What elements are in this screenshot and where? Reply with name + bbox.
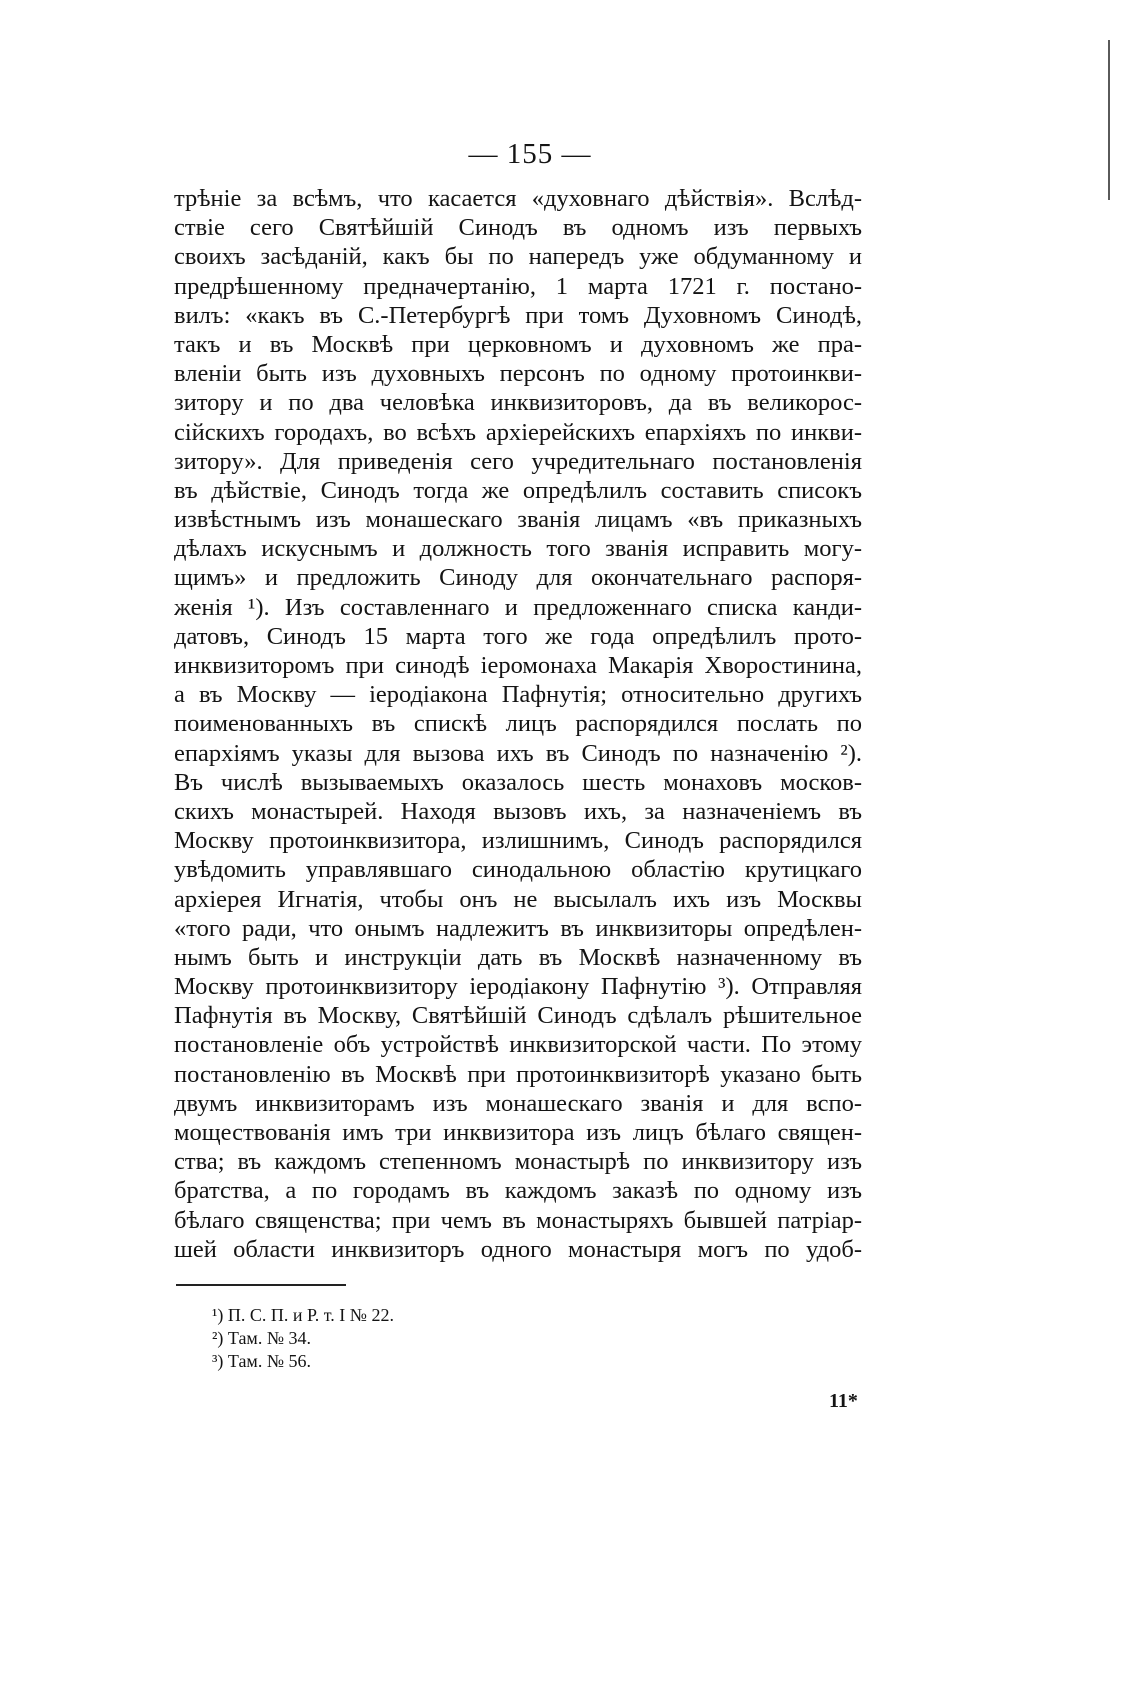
text-line: инквизиторомъ при синодѣ іеромонаха Макарія Хворостинина, bbox=[174, 652, 862, 679]
text-line: зитору и по два человѣка инквизиторовъ, да въ великорос- bbox=[174, 389, 862, 417]
text-line: скихъ монастырей. Находя вызовъ ихъ, за назначеніемъ въ bbox=[174, 797, 862, 825]
text-line: вленіи быть изъ духовныхъ персонъ по одному протоинкви- bbox=[174, 360, 862, 388]
text-line: епархіямъ указы для вызова ихъ въ Синодъ по назначенію ²). bbox=[174, 739, 862, 767]
body-text bbox=[174, 184, 862, 1264]
text-line: дѣлахъ искуснымъ и должность того званія исправить могу- bbox=[174, 535, 862, 563]
text-line: шей области инквизиторъ одного монастыря могъ по удоб- bbox=[174, 1235, 862, 1263]
text-line: предрѣшенному предначертанію, 1 марта 1721 г. постано- bbox=[174, 272, 862, 300]
text-line: постановленію въ Москвѣ при протоинквизиторѣ указано быть bbox=[174, 1060, 862, 1088]
text-line: ствіе сего Святѣйшій Синодъ въ одномъ изъ первыхъ bbox=[174, 214, 862, 242]
text-line: Москву протоинквизитору іеродіакону Пафнутію ³). Отправляя bbox=[174, 973, 862, 1001]
text-line: женія ¹). Изъ составленнаго и предложеннаго списка канди- bbox=[174, 593, 862, 621]
text-line: Пафнутія въ Москву, Святѣйшій Синодъ сдѣлалъ рѣшительное bbox=[174, 1002, 862, 1030]
text-line: своихъ засѣданій, какъ бы по напередъ уже обдуманному и bbox=[174, 243, 862, 271]
footnote: ³) Там. № 56. bbox=[212, 1351, 311, 1371]
text-line: щимъ» и предложить Синоду для окончательнаго распоря- bbox=[174, 564, 862, 592]
signature-mark: 11* bbox=[829, 1390, 858, 1412]
footnote-divider bbox=[176, 1284, 346, 1286]
text-line: въ дѣйствіе, Синодъ тогда же опредѣлилъ составить списокъ bbox=[174, 476, 862, 504]
page-number: — 155 — bbox=[468, 138, 592, 170]
text-line: ства; въ каждомъ степенномъ монастырѣ по инквизитору изъ bbox=[174, 1148, 862, 1176]
text-line: такъ и въ Москвѣ при церковномъ и духовномъ же пра- bbox=[174, 330, 862, 358]
text-line: Москву протоинквизитора, излишнимъ, Синодъ распорядился bbox=[174, 827, 862, 855]
footnotes bbox=[212, 1304, 394, 1373]
text-line: моществованія имъ три инквизитора изъ лицъ бѣлаго священ- bbox=[174, 1119, 862, 1146]
text-line: зитору». Для приведенія сего учредительнаго постановленія bbox=[174, 447, 862, 475]
text-line: увѣдомить управлявшаго синодальною областію крутицкаго bbox=[174, 856, 862, 884]
text-line: бѣлаго священства; при чемъ въ монастыряхъ бывшей патріар- bbox=[174, 1206, 862, 1234]
text-line: «того ради, что онымъ надлежитъ въ инквизиторы опредѣлен- bbox=[174, 914, 862, 942]
footnote: ²) Там. № 34. bbox=[212, 1328, 311, 1348]
text-line: трѣніе за всѣмъ, что касается «духовнаго дѣйствія». Вслѣд- bbox=[174, 185, 862, 212]
text-line: датовъ, Синодъ 15 марта того же года опредѣлилъ прото- bbox=[174, 622, 862, 650]
text-line: вилъ: «какъ въ С.-Петербургѣ при томъ Духовномъ Синодѣ, bbox=[174, 301, 862, 329]
text-line: поименованныхъ въ спискѣ лицъ распорядился послать по bbox=[174, 710, 862, 738]
text-line: нымъ быть и инструкціи дать въ Москвѣ назначенному въ bbox=[174, 943, 862, 971]
text-line: Въ числѣ вызываемыхъ оказалось шесть монаховъ москов- bbox=[174, 768, 862, 796]
text-line: извѣстнымъ изъ монашескаго званія лицамъ «въ приказныхъ bbox=[174, 506, 862, 534]
text-line: а въ Москву — іеродіакона Пафнутія; относительно другихъ bbox=[174, 681, 862, 709]
text-line: братства, а по городамъ въ каждомъ заказѣ по одному изъ bbox=[174, 1177, 862, 1205]
text-line: архіерея Игнатія, чтобы онъ не высылалъ ихъ изъ Москвы bbox=[174, 885, 862, 913]
footnote: ¹) П. С. П. и Р. т. I № 22. bbox=[212, 1305, 394, 1325]
scan-edge-line bbox=[1108, 40, 1110, 200]
text-line: двумъ инквизиторамъ изъ монашескаго званія и для вспо- bbox=[174, 1089, 862, 1117]
text-line: постановленіе объ устройствѣ инквизиторской части. По этому bbox=[174, 1031, 862, 1059]
text-line: сійскихъ городахъ, во всѣхъ архіерейскихъ епархіяхъ по инкви- bbox=[174, 418, 862, 446]
